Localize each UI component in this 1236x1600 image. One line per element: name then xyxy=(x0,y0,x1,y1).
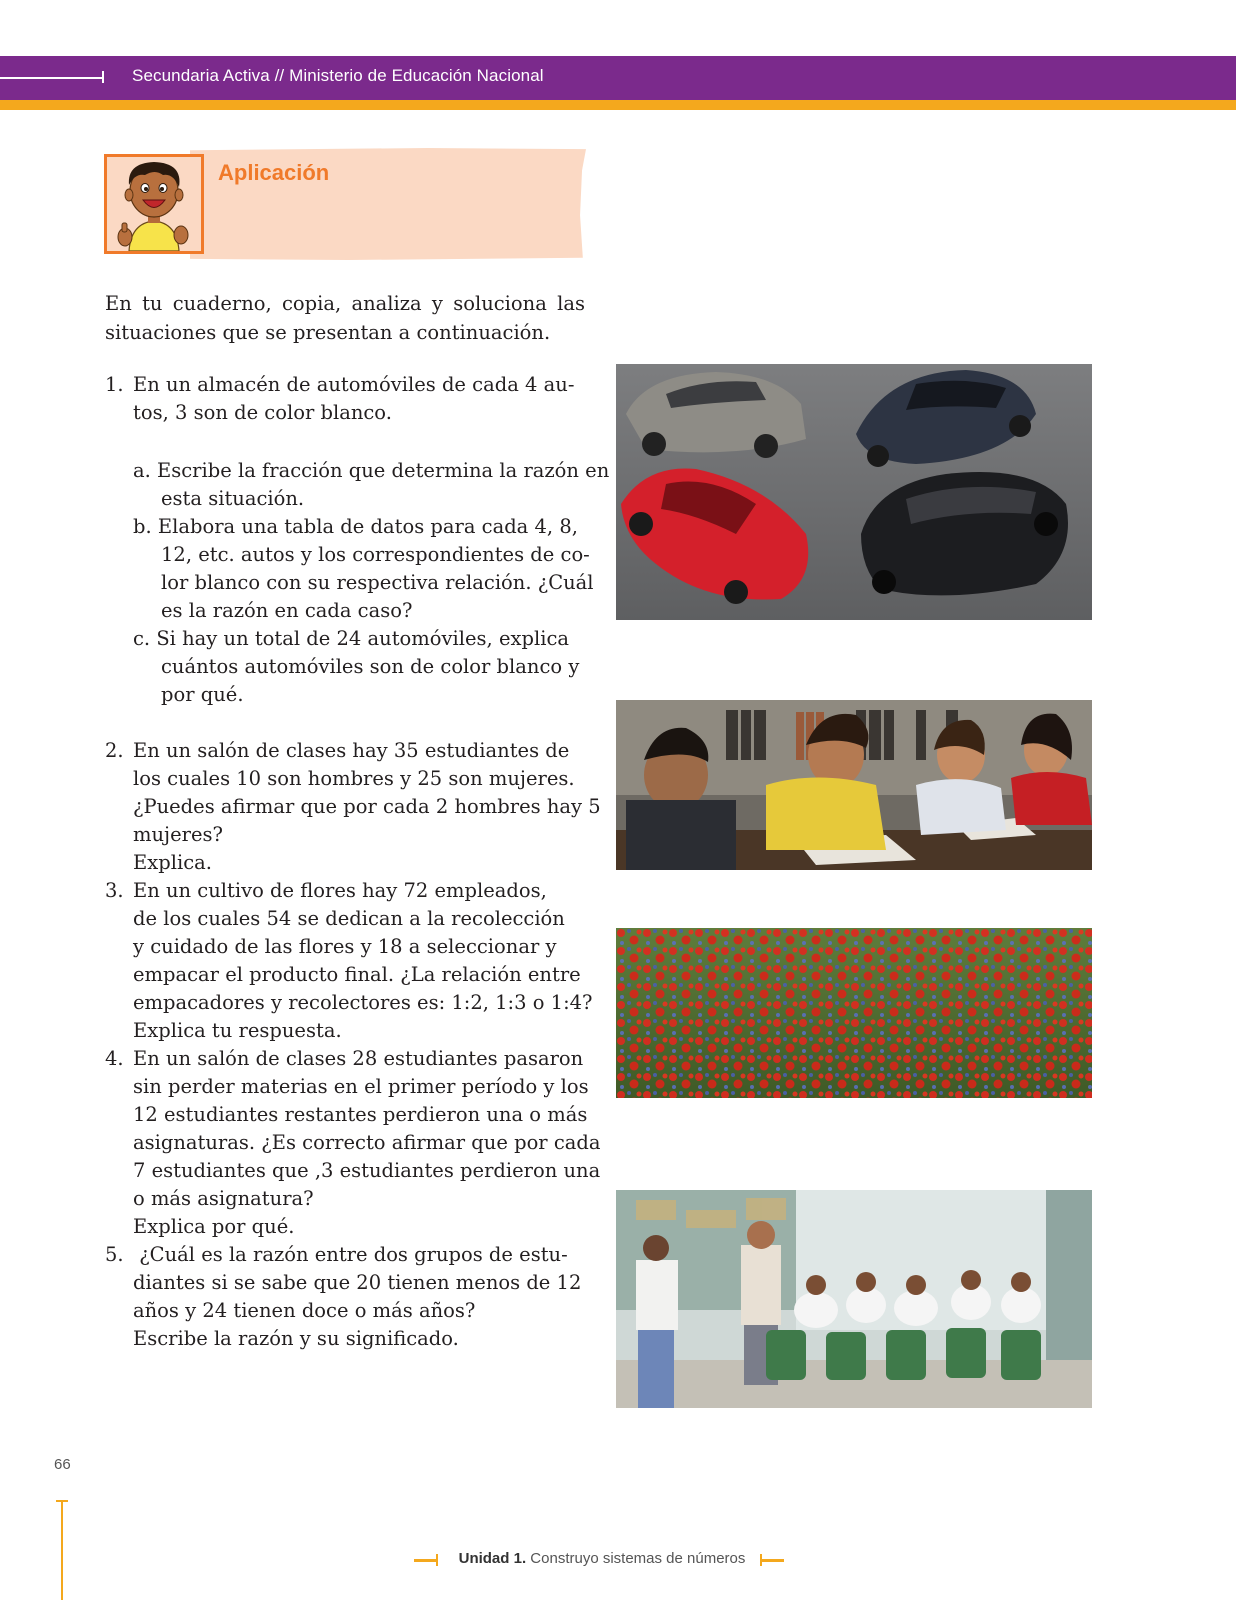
footer-rule xyxy=(61,1500,63,1600)
unit-footer xyxy=(412,1550,792,1567)
problem-2-line-1: En un salón de clases hay 35 estudiantes de xyxy=(133,739,570,762)
problem-4-line-6: o más asignatura? xyxy=(133,1187,314,1210)
intro-text: En tu cuaderno, copia, analiza y soluciona las situaciones que se presentan a continuación. xyxy=(105,292,585,344)
header-rule-tick xyxy=(102,71,104,83)
problem-5-line-4: Escribe la razón y su significado. xyxy=(133,1327,459,1350)
footer-bar-right xyxy=(760,1559,784,1562)
problem-5-line-2: diantes si se sabe que 20 tienen menos de 12 xyxy=(133,1271,582,1294)
problem-4-line-3: 12 estudiantes restantes perdieron una o más xyxy=(133,1103,588,1126)
problem-3-line-6: Explica tu respuesta. xyxy=(133,1019,342,1042)
poppy-field-photo xyxy=(616,928,1092,1098)
problem-5-line-3: años y 24 tienen doce o más años? xyxy=(133,1299,476,1322)
problem-4-line-1: En un salón de clases 28 estudiantes pasaron xyxy=(133,1047,584,1070)
problem-2-line-5: Explica. xyxy=(133,851,212,874)
section-title: Aplicación xyxy=(218,160,330,185)
unit-title: Construyo sistemas de números xyxy=(530,1550,746,1567)
problem-4-line-5: 7 estudiantes que ,3 estudiantes perdieron una xyxy=(133,1159,601,1182)
problem-4-line-4: asignaturas. ¿Es correcto afirmar que por cada xyxy=(133,1131,601,1154)
problem-1a-line-2: esta situación. xyxy=(161,487,305,510)
problem-5-line-1: ¿Cuál es la razón entre dos grupos de estu- xyxy=(133,1243,568,1266)
problem-1b-line-4: es la razón en cada caso? xyxy=(161,599,413,622)
header-title: Secundaria Activa // Ministerio de Educación Nacional xyxy=(132,66,544,85)
problem-1c-line-1: c. Si hay un total de 24 automóviles, explica xyxy=(133,627,569,650)
classroom-group-photo xyxy=(616,1190,1092,1408)
footer-tick-right xyxy=(760,1554,762,1566)
header-rule xyxy=(0,77,103,79)
problem-4-line-2: sin perder materias en el primer período y los xyxy=(133,1075,589,1098)
problem-1c-line-2: cuántos automóviles son de color blanco y xyxy=(161,655,580,678)
students-library-photo xyxy=(616,700,1092,870)
problem-1a-line-1: a. Escribe la fracción que determina la razón en xyxy=(133,459,610,482)
problem-2-line-3: ¿Puedes afirmar que por cada 2 hombres hay 5 xyxy=(133,795,601,818)
problem-5-number: 5. xyxy=(105,1243,124,1266)
problem-1b-line-3: lor blanco con su respectiva relación. ¿Cuál xyxy=(161,571,594,594)
problem-2-line-2: los cuales 10 son hombres y 25 son mujeres. xyxy=(133,767,575,790)
problem-1b-line-1: b. Elabora una tabla de datos para cada 4, 8, xyxy=(133,515,578,538)
intro-paragraph xyxy=(105,290,585,347)
problem-1-line-2: tos, 3 son de color blanco. xyxy=(133,401,392,424)
unit-label: Unidad 1. xyxy=(458,1550,527,1567)
problem-3-number: 3. xyxy=(105,879,124,902)
header-accent-stripe xyxy=(0,100,1236,110)
problem-2-line-4: mujeres? xyxy=(133,823,223,846)
problem-1c-line-3: por qué. xyxy=(161,683,244,706)
problem-1-number: 1. xyxy=(105,373,124,396)
problem-1b-line-2: 12, etc. autos y los correspondientes de co- xyxy=(161,543,590,566)
problem-3-line-4: empacar el producto final. ¿La relación entre xyxy=(133,963,581,986)
problem-4-number: 4. xyxy=(105,1047,124,1070)
problem-3-line-1: En un cultivo de flores hay 72 empleados, xyxy=(133,879,547,902)
problem-3-line-2: de los cuales 54 se dedican a la recolección xyxy=(133,907,565,930)
problem-3-line-3: y cuidado de las flores y 18 a seleccionar y xyxy=(133,935,557,958)
problem-1-line-1: En un almacén de automóviles de cada 4 au- xyxy=(133,373,575,396)
page-number: 66 xyxy=(54,1456,71,1473)
problem-2-number: 2. xyxy=(105,739,124,762)
student-mascot-illustration xyxy=(104,154,204,254)
cars-photo xyxy=(616,364,1092,620)
problem-4-line-7: Explica por qué. xyxy=(133,1215,295,1238)
problem-3-line-5: empacadores y recolectores es: 1:2, 1:3 o 1:4? xyxy=(133,991,593,1014)
